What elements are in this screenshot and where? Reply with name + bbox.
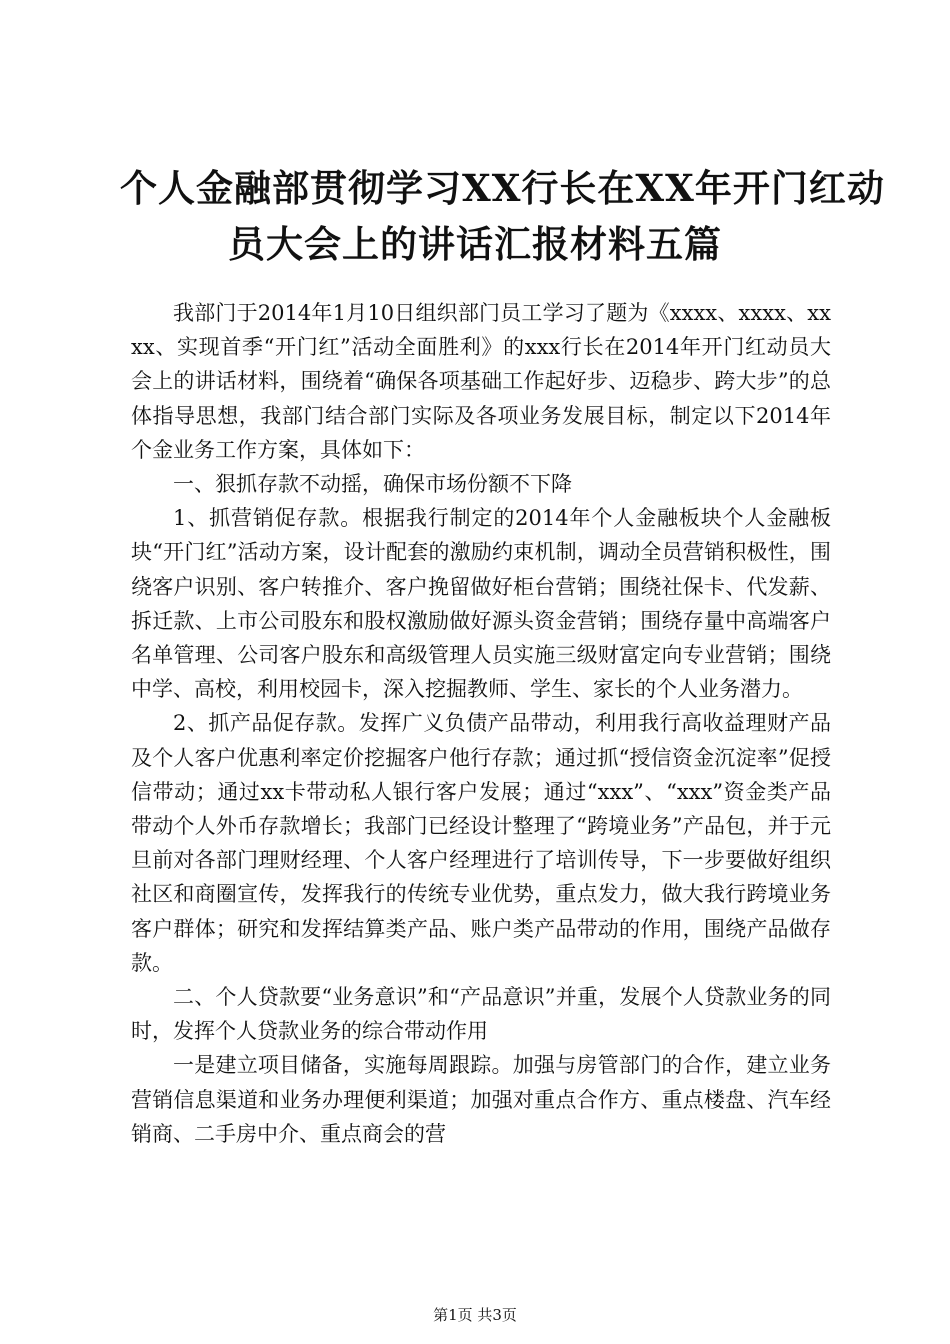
page-footer: 第1页 共3页 [433, 1306, 517, 1324]
document-body [131, 296, 831, 1151]
paragraph-marketing-deposits: 1、抓营销促存款。根据我行制定的2014年个人金融板块个人金融板块“开门红”活动方案，设计配套的激励约束机制，调动全员营销积极性，围绕客户识别、客户转推介、客户挽留做好柜台营销；围绕社保卡、代发薪、拆迁款、上市公司股东和股权激励做好源头资金营销；围绕存量中高端客户名单管理、公司客户股东和高级管理人员实施三级财富定向专业营销；围绕中学、高校，利用校园卡，深入挖掘教师、学生、家长的个人业务潜力。 [131, 506, 831, 702]
title-line-1: 个人金融部贯彻学习XX行长在XX年开门红动 [120, 166, 885, 210]
paragraph-intro: 我部门于2014年1月10日组织部门员工学习了题为《xxxx、xxxx、xxxx、实现首季“开门红”活动全面胜利》的xxx行长在2014年开门红动员大会上的讲话材料，围绕着“确保各项基础工作起好步、迈稳步、跨大步”的总体指导思想，我部门结合部门实际及各项业务发展目标，制定以下2014年个金业务工作方案，具体如下： [131, 301, 831, 462]
section-heading-1: 一、狠抓存款不动摇，确保市场份额不下降 [173, 472, 572, 497]
title-line-2: 员大会上的讲话汇报材料五篇 [228, 222, 722, 266]
paragraph-project-reserve: 一是建立项目储备，实施每周跟踪。加强与房管部门的合作，建立业务营销信息渠道和业务办理便利渠道；加强对重点合作方、重点楼盘、汽车经销商、二手房中介、重点商会的营 [131, 1053, 831, 1146]
section-heading-2: 二、个人贷款要“业务意识”和“产品意识”并重，发展个人贷款业务的同时，发挥个人贷款业务的综合带动作用 [131, 985, 831, 1044]
document-title [120, 160, 885, 272]
paragraph-product-deposits: 2、抓产品促存款。发挥广义负债产品带动，利用我行高收益理财产品及个人客户优惠利率定价挖掘客户他行存款；通过抓“授信资金沉淀率”促授信带动；通过xx卡带动私人银行客户发展；通过“xxx”、“xxx”资金类产品带动个人外币存款增长；我部门已经设计整理了“跨境业务”产品包，并于元旦前对各部门理财经理、个人客户经理进行了培训传导，下一步要做好组织社区和商圈宣传，发挥我行的传统专业优势，重点发力，做大我行跨境业务客户群体；研究和发挥结算类产品、账户类产品带动的作用，围绕产品做存款。 [131, 711, 831, 975]
